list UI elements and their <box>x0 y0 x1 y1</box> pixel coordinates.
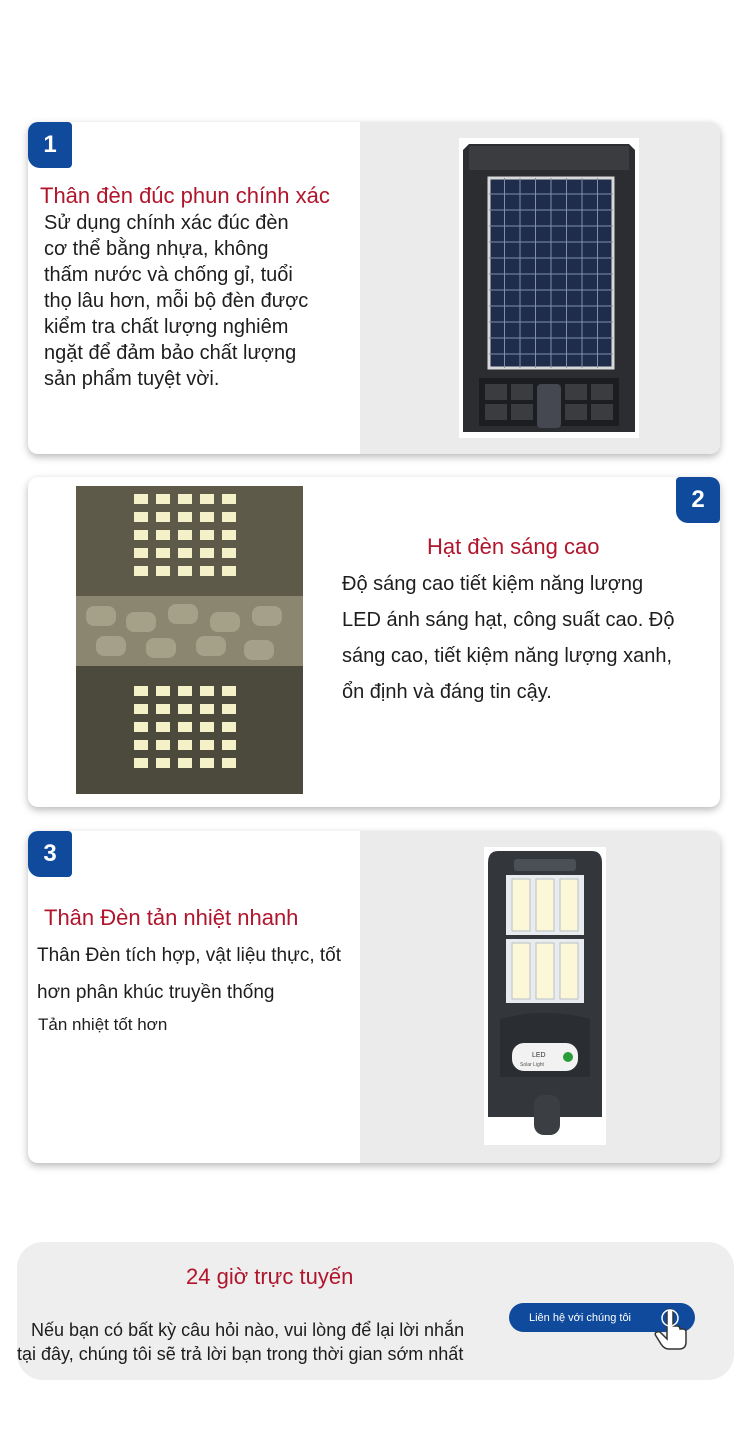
description-line: sáng cao, tiết kiệm năng lượng xanh, <box>342 645 673 667</box>
feature-card-3 <box>28 831 720 1163</box>
street-lamp-front-image <box>484 847 606 1145</box>
contact-message <box>17 1318 464 1366</box>
feature-description <box>37 937 367 1011</box>
hand-pointer-icon <box>653 1308 689 1350</box>
solar-panel-back-image <box>459 138 639 438</box>
led-chips-closeup-image <box>76 486 303 794</box>
feature-description <box>342 566 714 710</box>
feature-description <box>44 210 344 392</box>
contact-button-label: Liên hệ với chúng tôi <box>529 1311 632 1324</box>
lamp-label: LED <box>532 1052 546 1059</box>
description-line: thấm nước và chống gỉ, tuổi <box>44 264 293 286</box>
contact-section <box>17 1242 734 1380</box>
description-line: thọ lâu hơn, mỗi bộ đèn được <box>44 290 309 312</box>
description-line: Thân Đèn tích hợp, vật liệu thực, tốt <box>37 945 341 966</box>
contact-line-2: tại đây, chúng tôi sẽ trả lời bạn trong thời gian sớm nhất <box>17 1344 464 1364</box>
feature-title: Hạt đèn sáng cao <box>427 534 600 559</box>
description-line: Độ sáng cao tiết kiệm năng lượng <box>342 573 644 595</box>
feature-title: Thân đèn đúc phun chính xác <box>40 183 330 208</box>
contact-title: 24 giờ trực tuyến <box>186 1264 354 1289</box>
feature-number-badge: 1 <box>28 122 72 168</box>
description-line: cơ thể bằng nhựa, không <box>44 238 269 260</box>
feature-note: Tản nhiệt tốt hơn <box>38 1015 168 1034</box>
feature-card-2 <box>28 477 720 807</box>
feature-number-badge: 3 <box>28 831 72 877</box>
feature-card-1 <box>28 122 720 454</box>
description-line: Sử dụng chính xác đúc đèn <box>44 212 289 234</box>
description-line: kiểm tra chất lượng nghiêm <box>44 316 289 338</box>
feature-number-badge: 2 <box>676 477 720 523</box>
description-line: ổn định và đáng tin cậy. <box>342 681 552 703</box>
description-line: LED ánh sáng hạt, công suất cao. Độ <box>342 609 675 631</box>
feature-title: Thân Đèn tản nhiệt nhanh <box>44 905 299 930</box>
lamp-sublabel: Solar Light <box>520 1062 544 1068</box>
description-line: ngặt để đảm bảo chất lượng <box>44 342 297 364</box>
description-line: hơn phân khúc truyền thống <box>37 982 275 1003</box>
description-line: sản phẩm tuyệt vời. <box>44 368 220 390</box>
contact-line-1: Nếu bạn có bất kỳ câu hỏi nào, vui lòng để lại lời nhắn <box>31 1320 465 1340</box>
